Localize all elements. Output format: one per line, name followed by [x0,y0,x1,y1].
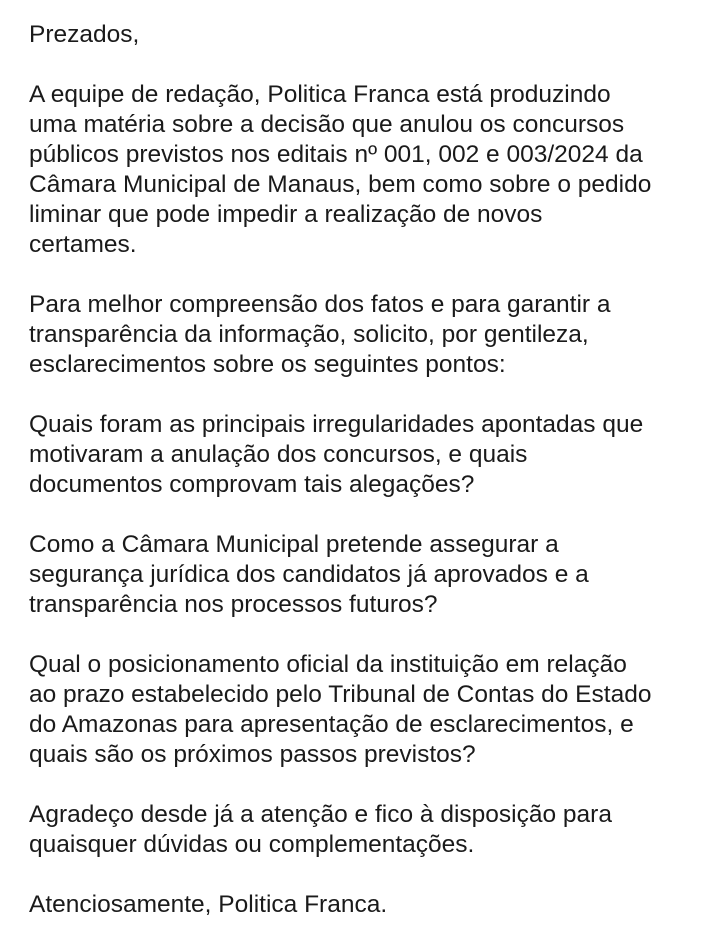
text-line: Qual o posicionamento oficial da instituição em relação [29,651,627,678]
paragraph-intro [29,80,699,260]
text-line: Agradeço desde já a atenção e fico à disposição para [29,801,612,828]
question-legal-security [29,530,699,620]
question-irregularities [29,410,699,500]
greeting-line: Prezados, [29,21,140,48]
text-line: documentos comprovam tais alegações? [29,471,475,498]
text-line: do Amazonas para apresentação de esclarecimentos, e [29,711,634,738]
text-line: públicos previstos nos editais nº 001, 002 e 003/2024 da [29,141,643,168]
question-official-position [29,650,699,770]
text-line: quais são os próximos passos previstos? [29,741,476,768]
paragraph-request [29,290,699,380]
text-line: transparência nos processos futuros? [29,591,438,618]
text-line: transparência da informação, solicito, por gentileza, [29,321,589,348]
closing [29,890,699,920]
text-line: motivaram a anulação dos concursos, e quais [29,441,528,468]
text-line: Câmara Municipal de Manaus, bem como sobre o pedido [29,171,652,198]
text-line: uma matéria sobre a decisão que anulou os concursos [29,111,625,138]
text-line: liminar que pode impedir a realização de novos [29,201,543,228]
paragraph-thanks [29,800,699,860]
text-line: A equipe de redação, Politica Franca está produzindo [29,81,611,108]
text-line: Quais foram as principais irregularidades apontadas que [29,411,644,438]
closing-line: Atenciosamente, Politica Franca. [29,891,388,918]
text-line: quaisquer dúvidas ou complementações. [29,831,475,858]
text-line: ao prazo estabelecido pelo Tribunal de Contas do Estado [29,681,652,708]
text-line: Para melhor compreensão dos fatos e para garantir a [29,291,611,318]
greeting [29,20,699,50]
text-line: esclarecimentos sobre os seguintes pontos: [29,351,506,378]
text-line: segurança jurídica dos candidatos já aprovados e a [29,561,589,588]
message-body [29,20,699,920]
text-line: Como a Câmara Municipal pretende assegurar a [29,531,559,558]
text-line: certames. [29,231,137,258]
